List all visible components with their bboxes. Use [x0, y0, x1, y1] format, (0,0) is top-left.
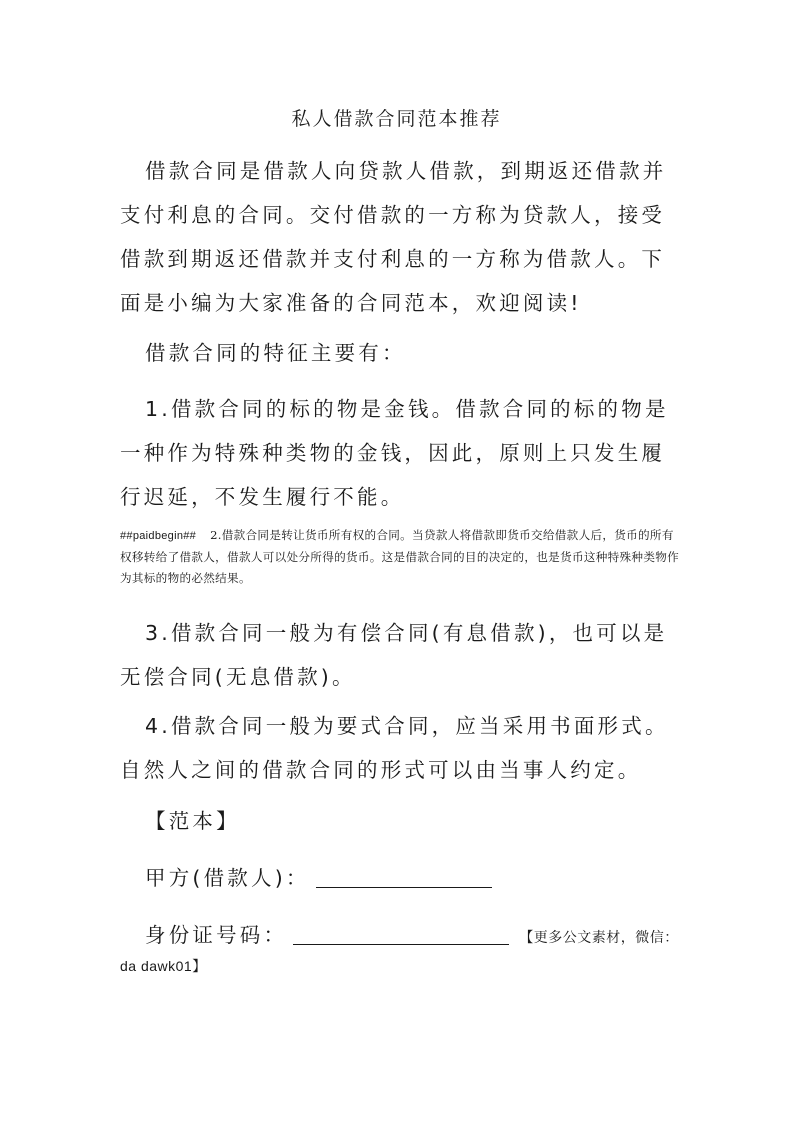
feature-item-4: 4.借款合同一般为要式合同，应当采用书面形式。自然人之间的借款合同的形式可以由当事人约定。	[120, 714, 669, 782]
feature-item-3: 3.借款合同一般为有偿合同(有息借款)，也可以是无偿合同(无息借款)。	[120, 621, 668, 689]
id-number-blank	[293, 924, 509, 945]
party-a-label: 甲方(借款人)：	[145, 866, 310, 890]
promo-text: 【更多公文素材，微信：	[519, 930, 679, 946]
id-label: 身份证号码：	[145, 923, 288, 947]
party-a-line	[120, 856, 676, 900]
features-heading: 借款合同的特征主要有：	[145, 341, 406, 365]
party-a-blank	[316, 867, 492, 888]
promo-text-continued: da dawk01】	[120, 958, 207, 974]
paid-marker: ##paidbegin##	[120, 530, 197, 542]
intro-paragraph: 借款合同是借款人向贷款人借款，到期返还借款并支付利息的合同。交付借款的一方称为贷款人，接受借款到期返还借款并支付利息的一方称为借款人。下面是小编为大家准备的合同范本，欢迎阅读!	[120, 159, 667, 315]
feature-item-1: 1.借款合同的标的物是金钱。借款合同的标的物是一种作为特殊种类物的金钱，因此，原则上只发生履行迟延，不发生履行不能。	[120, 397, 669, 509]
document-title: 私人借款合同范本推荐	[291, 108, 502, 130]
id-line	[120, 913, 720, 960]
feature-item-2-text: 2.借款合同是转让货币所有权的合同。当贷款人将借款即货币交给借款人后，货币的所有权移转给了借款人，借款人可以处分所得的货币。这是借款合同的目的决定的，也是货币这种特殊种类物作为其标的物的必然结果。	[120, 528, 680, 585]
feature-item-2	[120, 525, 680, 589]
sample-heading: 【范本】	[145, 809, 240, 833]
